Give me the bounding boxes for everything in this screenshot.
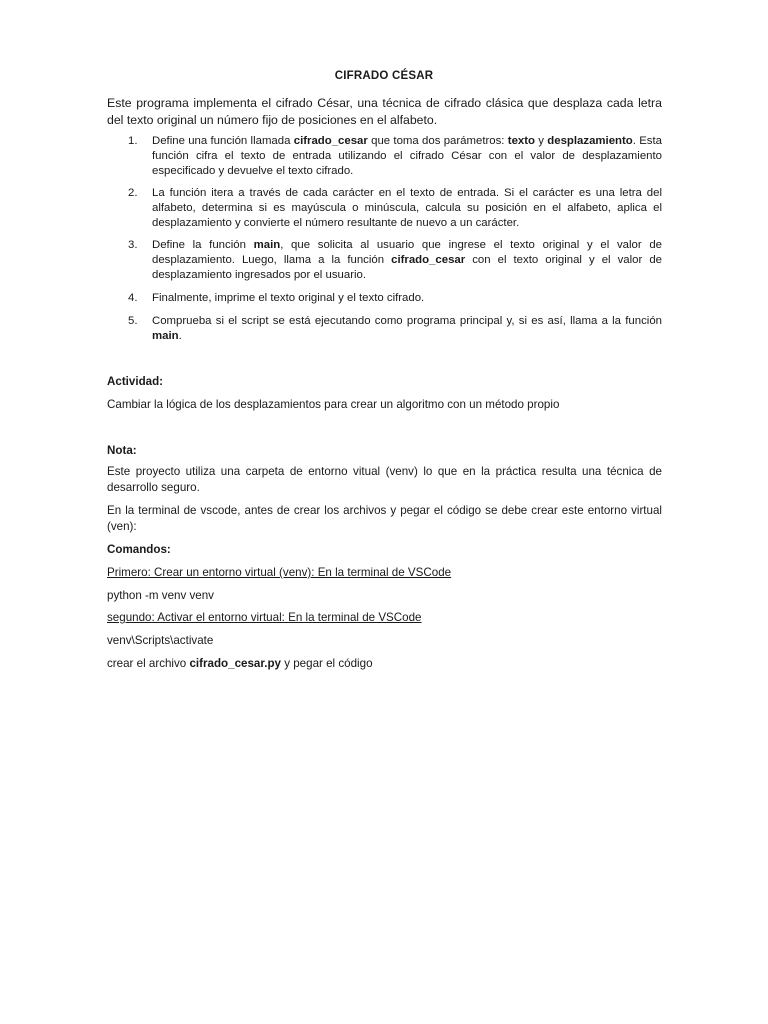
document-title: CIFRADO CÉSAR	[334, 70, 434, 82]
list-number: 1.	[128, 135, 138, 147]
list-text: Finalmente, imprime el texto original y el texto cifrado.	[152, 292, 425, 304]
activity-text: Cambiar la lógica de los desplazamientos para crear un algoritmo con un método propio	[107, 398, 560, 411]
list-text: La función itera a través de cada carácter en el texto de entrada. Si el carácter es una letra del alfabeto, determina si es mayúscula o minúscula, calcula su posición en el alfabeto, aplica el desplazamiento y convierte el número resultante de nuevo a un carácter.	[152, 187, 662, 229]
list-item-5	[107, 314, 662, 344]
list-number: 5.	[128, 315, 138, 327]
list-number: 2.	[128, 187, 138, 199]
note-paragraph-2: En la terminal de vscode, antes de crear los archivos y pegar el código se debe crear este entorno virtual (ven):	[107, 504, 662, 533]
list-item-2	[107, 186, 662, 231]
list-text: Define una función llamada cifrado_cesar que toma dos parámetros: texto y desplazamiento. Esta función cifra el texto de entrada utilizando el cifrado César con el valor de desplazamiento especificado y devuelve el texto cifrado.	[152, 135, 663, 177]
filename: cifrado_cesar.py	[189, 657, 281, 670]
first-step-link: Primero: Crear un entorno virtual (venv): En la terminal de VSCode	[107, 566, 452, 579]
activity-heading: Actividad:	[107, 375, 164, 388]
second-command: venv\Scripts\activate	[107, 634, 214, 647]
list-item-4	[107, 291, 662, 306]
list-number: 3.	[128, 239, 138, 251]
list-number: 4.	[128, 292, 138, 304]
list-text: Define la función main, que solicita al usuario que ingrese el texto original y el valor de desplazamiento. Luego, llama a la función cifrado_cesar con el texto original y el valor de desplazamiento ingresados por el usuario.	[152, 239, 662, 281]
commands-heading: Comandos:	[107, 543, 171, 556]
list-item-1	[107, 134, 662, 179]
list-text: Comprueba si el script se está ejecutando como programa principal y, si es así, llama a la función main.	[152, 315, 662, 342]
final-instruction: crear el archivo cifrado_cesar.py y pegar el código	[107, 657, 373, 670]
note-paragraph-1: Este proyecto utiliza una carpeta de entorno vitual (venv) lo que en la práctica resulta una técnica de desarrollo seguro.	[107, 465, 662, 494]
intro-paragraph: Este programa implementa el cifrado César, una técnica de cifrado clásica que desplaza cada letra del texto original un número fijo de posiciones en el alfabeto.	[107, 96, 662, 127]
note-heading: Nota:	[107, 444, 137, 457]
list-item-3	[107, 238, 662, 283]
second-step-link: segundo: Activar el entorno virtual: En la terminal de VSCode	[107, 611, 422, 624]
first-command: python -m venv venv	[107, 589, 214, 602]
